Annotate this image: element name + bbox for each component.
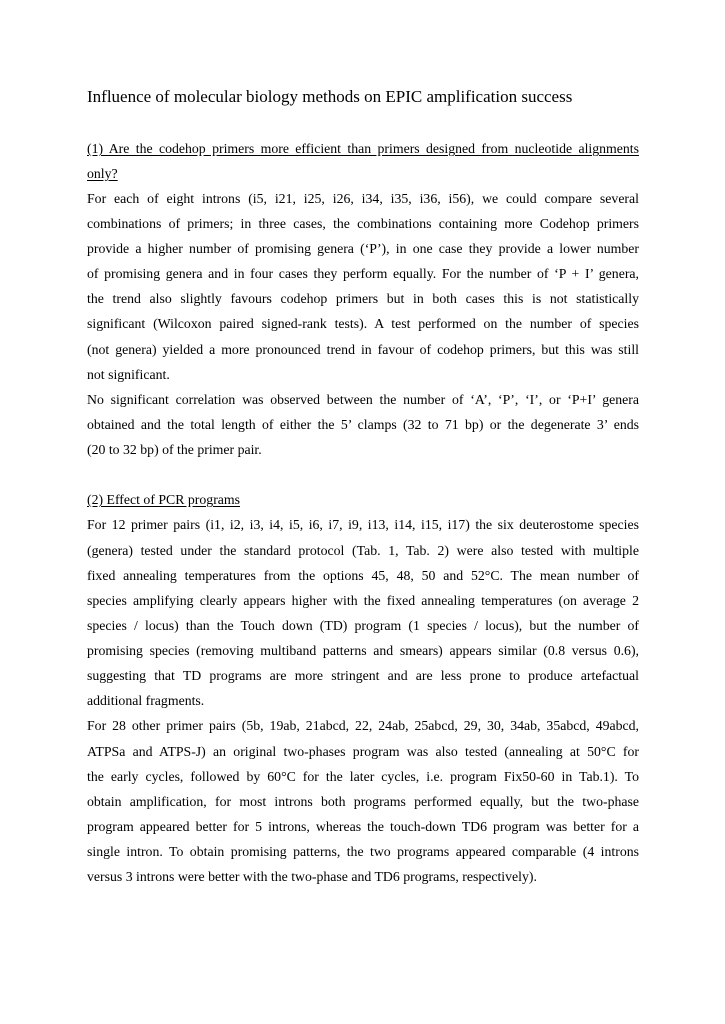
section2-paragraph1-line: species amplifying clearly appears higher with the fixed annealing temperatures (on average 2 <box>87 593 639 608</box>
section1-heading-line-2: only? <box>87 166 118 181</box>
section2-paragraph1-line: For 12 primer pairs (i1, i2, i3, i4, i5, i6, i7, i9, i13, i14, i15, i17) the six deuterostome species <box>87 517 639 532</box>
section2-paragraph2-line: the early cycles, followed by 60°C for the later cycles, i.e. program Fix50-60 in Tab.1). To <box>87 769 639 784</box>
section1-heading-line-1: (1) Are the codehop primers more efficient than primers designed from nucleotide alignments <box>87 141 639 156</box>
section2-paragraph1-line: additional fragments. <box>87 693 205 708</box>
section2-paragraph2-line: For 28 other primer pairs (5b, 19ab, 21abcd, 22, 24ab, 25abcd, 29, 30, 34ab, 35abcd, 49abcd, <box>87 718 639 733</box>
section1-paragraph1-line: of promising genera and in four cases they perform equally. For the number of ‘P + I’ genera, <box>87 266 639 281</box>
section2-paragraph1-line: fixed annealing temperatures from the options 45, 48, 50 and 52°C. The mean number of <box>87 568 639 583</box>
section1-paragraph1-line: significant (Wilcoxon paired signed-rank tests). A test performed on the number of species <box>87 316 639 331</box>
section1-paragraph1-line: For each of eight introns (i5, i21, i25, i26, i34, i35, i36, i56), we could compare several <box>87 191 639 206</box>
section1-paragraph2-line: obtained and the total length of either the 5’ clamps (32 to 71 bp) or the degenerate 3’ ends <box>87 417 639 432</box>
section2-paragraph1-line: species / locus) than the Touch down (TD) program (1 species / locus), but the number of <box>87 618 639 633</box>
section2-paragraph1-line: suggesting that TD programs are more stringent and are less prone to produce artefactual <box>87 668 639 683</box>
section1-paragraph1-line: (not genera) yielded a more pronounced trend in favour of codehop primers, but this was still <box>87 342 639 357</box>
section1-paragraph2-line: No significant correlation was observed between the number of ‘A’, ‘P’, ‘I’, or ‘P+I’ genera <box>87 392 639 407</box>
section2-paragraph2-line: obtain amplification, for most introns both programs performed equally, but the two-phase <box>87 794 639 809</box>
section2-paragraph1-line: (genera) tested under the standard protocol (Tab. 1, Tab. 2) were also tested with multiple <box>87 543 639 558</box>
section2-paragraph2-line: single intron. To obtain promising patterns, the two programs appeared comparable (4 introns <box>87 844 639 859</box>
section1-paragraph1-line: the trend also slightly favours codehop primers but in both cases this is not statistically <box>87 291 639 306</box>
section2-heading: (2) Effect of PCR programs <box>87 492 241 507</box>
section2-paragraph2-line: ATPSa and ATPS-J) an original two-phases program was also tested (annealing at 50°C for <box>87 744 639 759</box>
section2-paragraph2-line: program appeared better for 5 introns, whereas the touch-down TD6 program was better for a <box>87 819 639 834</box>
section2-paragraph2-line: versus 3 introns were better with the two-phase and TD6 programs, respectively). <box>87 869 537 884</box>
section2-paragraph1-line: promising species (removing multiband patterns and smears) appears similar (0.8 versus 0.6), <box>87 643 639 658</box>
section1-paragraph2-line: (20 to 32 bp) of the primer pair. <box>87 442 262 457</box>
section1-paragraph1-line: not significant. <box>87 367 170 382</box>
section1-paragraph1-line: provide a higher number of promising genera (‘P’), in one case they provide a lower number <box>87 241 639 256</box>
section1-paragraph1-line: combinations of primers; in three cases, the combinations containing more Codehop primers <box>87 216 639 231</box>
document-title: Influence of molecular biology methods on EPIC amplification success <box>87 87 573 106</box>
